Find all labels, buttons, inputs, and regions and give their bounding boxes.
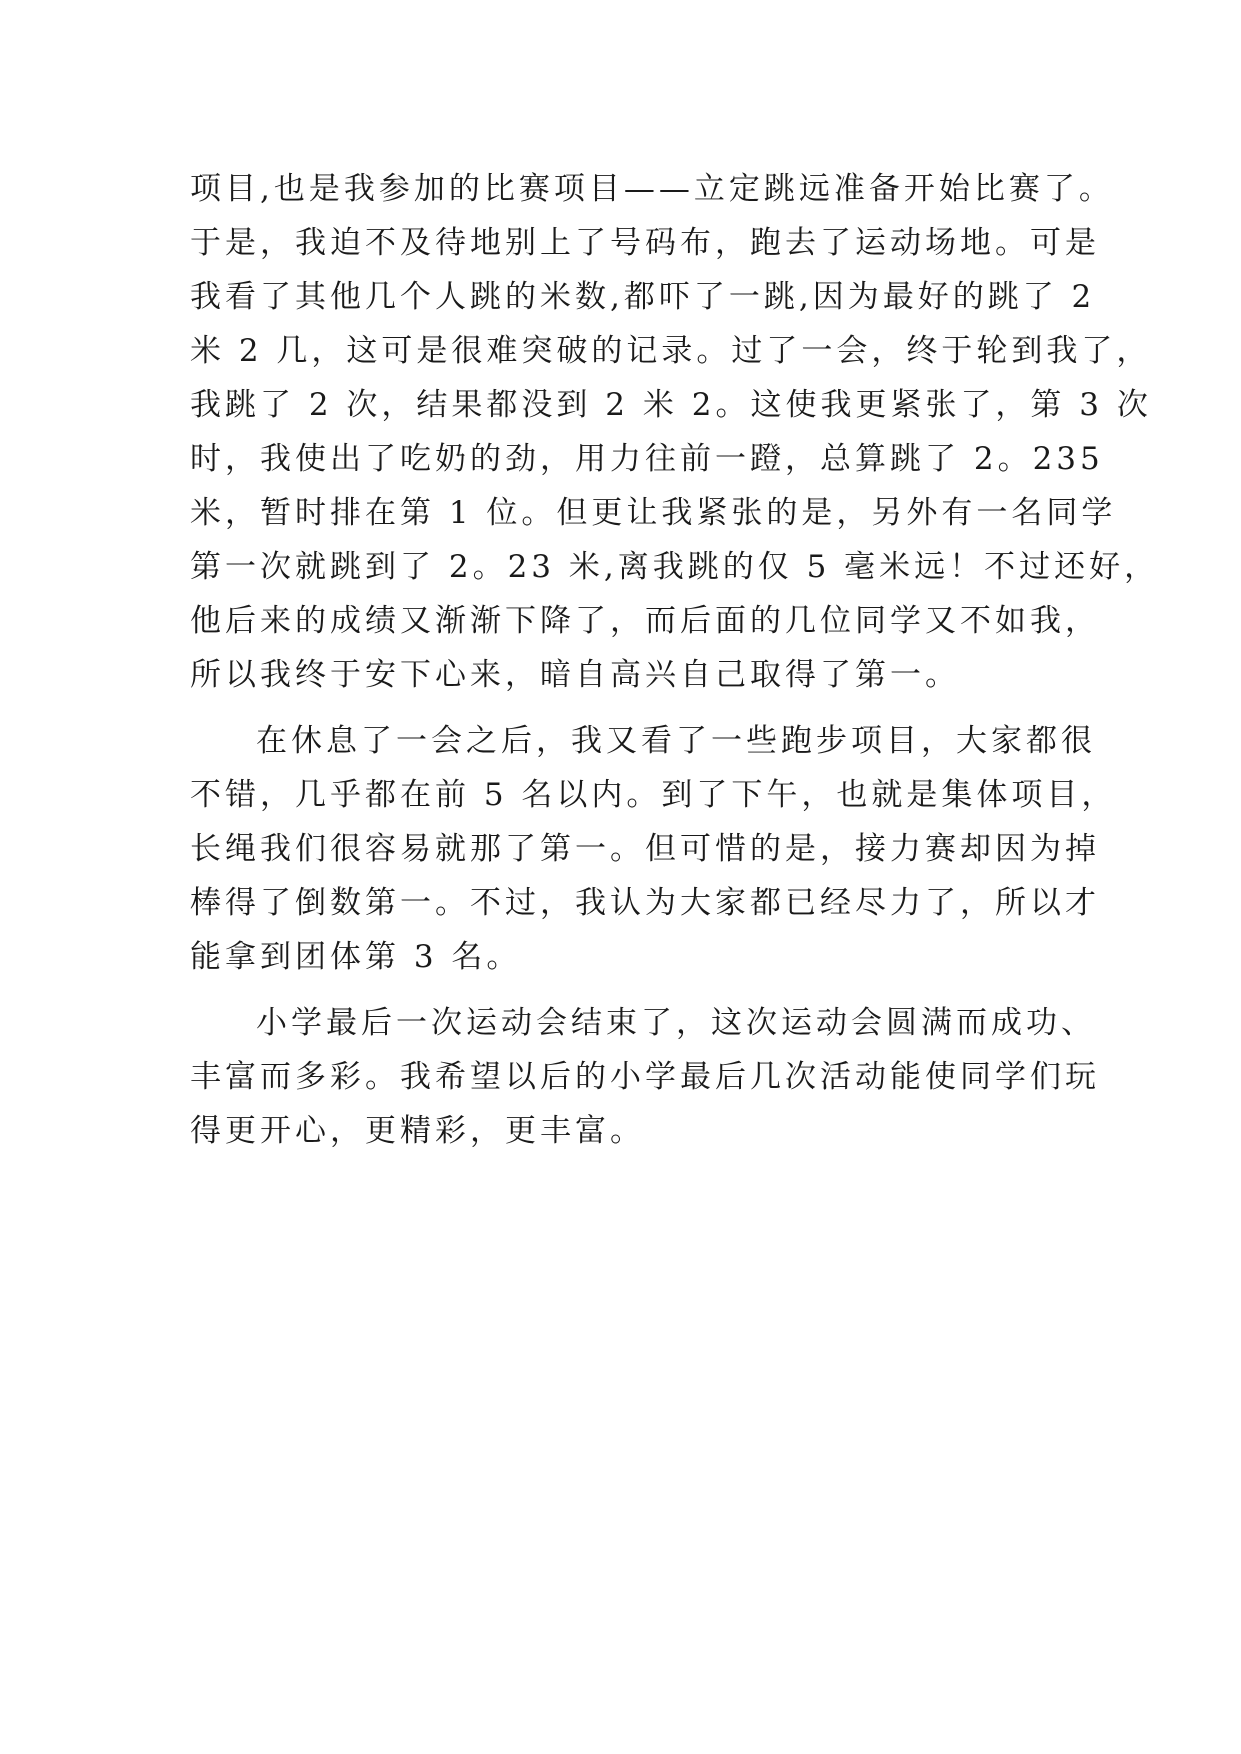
text-line: 我跳了 2 次，结果都没到 2 米 2。这使我更紧张了，第 3 次	[190, 387, 1152, 423]
text-line: 棒得了倒数第一。不过，我认为大家都已经尽力了，所以才	[190, 885, 1100, 921]
text-line: 米 2 几，这可是很难突破的记录。过了一会，终于轮到我了，	[190, 333, 1152, 369]
text-line: 丰富而多彩。我希望以后的小学最后几次活动能使同学们玩	[190, 1059, 1100, 1095]
document-body	[190, 162, 1160, 1158]
text-line: 长绳我们很容易就那了第一。但可惜的是，接力赛却因为掉	[190, 831, 1100, 867]
text-line: 得更开心，更精彩，更丰富。	[190, 1113, 645, 1149]
text-line: 所以我终于安下心来，暗自高兴自己取得了第一。	[190, 657, 960, 693]
text-line: 第一次就跳到了 2。23 米,离我跳的仅 5 毫米远！不过还好，	[190, 549, 1160, 585]
text-line: 于是，我迫不及待地别上了号码布，跑去了运动场地。可是	[190, 225, 1100, 261]
text-line: 能拿到团体第 3 名。	[190, 939, 522, 975]
paragraph-first-line: 在休息了一会之后，我又看了一些跑步项目，大家都很	[256, 723, 1096, 759]
text-line: 不错，几乎都在前 5 名以内。到了下午，也就是集体项目，	[190, 777, 1117, 813]
text-line: 项目,也是我参加的比赛项目——立定跳远准备开始比赛了。	[190, 171, 1114, 207]
text-line: 米，暂时排在第 1 位。但更让我紧张的是，另外有一名同学	[190, 495, 1117, 531]
text-line: 他后来的成绩又渐渐下降了，而后面的几位同学又不如我，	[190, 603, 1100, 639]
paragraph-first-line: 小学最后一次运动会结束了，这次运动会圆满而成功、	[256, 1005, 1096, 1041]
text-line: 我看了其他几个人跳的米数,都吓了一跳,因为最好的跳了 2	[190, 279, 1096, 315]
text-line: 时，我使出了吃奶的劲，用力往前一蹬，总算跳了 2。235	[190, 441, 1104, 477]
